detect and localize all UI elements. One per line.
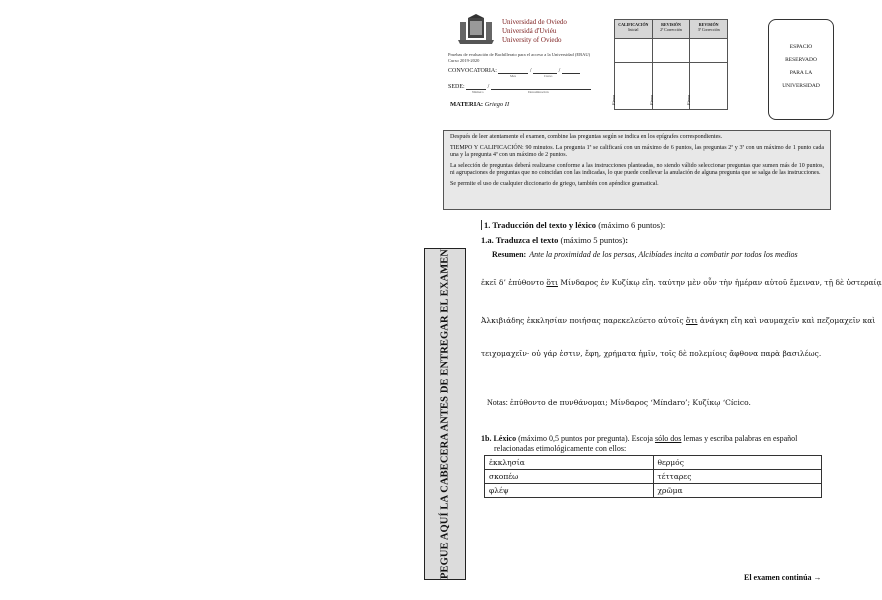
convocatoria-label: CONVOCATORIA: [448,68,497,74]
reserved-space: ESPACIO RESERVADO PARA LA UNIVERSIDAD [768,19,834,120]
lexico-word: σκοπέω [485,470,654,484]
question-1b: 1b. Léxico (máximo 0,5 puntos por pregunta). Escoja sólo dos lemas y escriba palabras en español relacionadas etimológicamente con ellos: [481,434,798,453]
lexico-word: ἐκκλησία [485,456,654,470]
question-1-title: 1. Traducción del texto y léxico (máximo 6 puntos): [481,220,665,230]
university-name-en: University of Oviedo [502,36,562,44]
lexico-word: θερμός [653,456,822,470]
lexico-table [484,455,822,498]
resumen: Resumen: Ante la proximidad de los persas, Alcibíades incita a combatir por todos los medios [492,250,798,259]
grade-cell-2[interactable] [653,39,691,62]
university-name-ast: Universidá d'Uviéu [502,27,557,35]
grade-cell-1[interactable] [615,39,653,62]
sede-label: SEDE: [448,84,465,90]
table-row [485,484,822,498]
instruction-4: Se permite el uso de cualquier diccionario de griego, también con apéndice gramatical. [450,180,659,187]
table-row [485,456,822,470]
sidebar-text: PEGUE AQUÍ LA CABECERA ANTES DE ENTREGAR EL EXAMEN [439,249,451,579]
grade-cell-3[interactable] [690,39,727,62]
materia-field [450,101,509,108]
greek-text-line-1: ἐκεῖ δ’ ἐπύθοντο ὅτι Μίνδαρος ἐν Κυζίκῳ εἴη. ταύτην μὲν οὖν τὴν ἡμέραν αὐτοῦ ἔμειναν, τῇ δὲ ὑστεραίᾳ [481,278,882,287]
university-name [502,18,567,45]
university-logo-icon [456,14,496,46]
firma-cell-1[interactable]: Firma [615,63,653,109]
materia-label: MATERIA: [450,101,484,108]
lexico-word: τέτταρες [653,470,822,484]
grades-header-3: REVISIÓN 3ª Corrección [697,22,720,32]
grades-header-2: REVISIÓN 2ª Corrección [653,20,691,38]
convocatoria-field: CONVOCATORIA: / / Mes Curso [448,68,613,79]
sede-field: SEDE: / Número Denominación [448,84,613,95]
university-name-es: Universidad de Oviedo [502,18,567,26]
materia-value: Griego II [484,101,510,108]
instruction-3: La selección de preguntas deberá realizarse conforme a las instrucciones planteadas, no siendo válido seleccionar preguntas que sumen más de 10 puntos, ni agrupaciones de preguntas que no coincidan con las indicadas, lo que puede conllevar la anulación de alguna pregunta que se salga de las instrucciones. [450,162,824,176]
grades-header-1: CALIFICACIÓN Inicial [615,20,653,38]
denominacion-label: Denominación [528,90,549,94]
lexico-word: φλέψ [485,484,654,498]
ebau-text: Pruebas de evaluación de Bachillerato para el acceso a la Universidad (EBAU) Curso 2019-2020 [448,52,591,63]
firma-cell-2[interactable]: Firma [653,63,691,109]
mes-label: Mes [510,74,517,78]
greek-text-line-3: τειχομαχεῖν· οὐ γάρ ἐστιν, ἔφη, χρήματα ἡμῖν, τοῖς δὲ πολεμίοις ἄφθονα παρὰ βασιλέως. [481,349,822,358]
question-1a-title: 1.a. Traduzca el texto (máximo 5 puntos): [481,235,629,245]
instructions-box [443,130,831,210]
instruction-2: TIEMPO Y CALIFICACIÓN: 90 minutos. La pregunta 1ª se calificará con un máximo de 6 puntos, las preguntas 2ª y 3ª con un máximo de 1 punto cada una y la pregunta 4ª con un máximo de 2 puntos. [450,144,824,158]
table-row [485,470,822,484]
grades-table [611,19,728,110]
numero-label: Número [472,90,484,94]
paste-header-sidebar [424,248,466,580]
instruction-1: Después de leer atentamente el examen, combine las preguntas según se indica en los epígrafes correspondientes. [450,134,723,140]
curso-label: Curso [544,74,553,78]
firma-cell-3[interactable]: Firma [686,95,692,105]
lexico-word: χρῶμα [653,484,822,498]
exam-continues: El examen continúa → [744,573,822,582]
notes: Notas: ἐπύθοντο de πυνθάνομαι; Μίνδαρος ‘Míndaro’; Κυζίκῳ ‘Cícico. [487,398,751,407]
greek-text-line-2: Ἀλκιβιάδης ἐκκλησίαν ποιήσας παρεκελεύετο αὐτοῖς ὅτι ἀνάγκη εἴη καὶ ναυμαχεῖν καὶ πεζομαχεῖν καὶ [481,316,876,325]
